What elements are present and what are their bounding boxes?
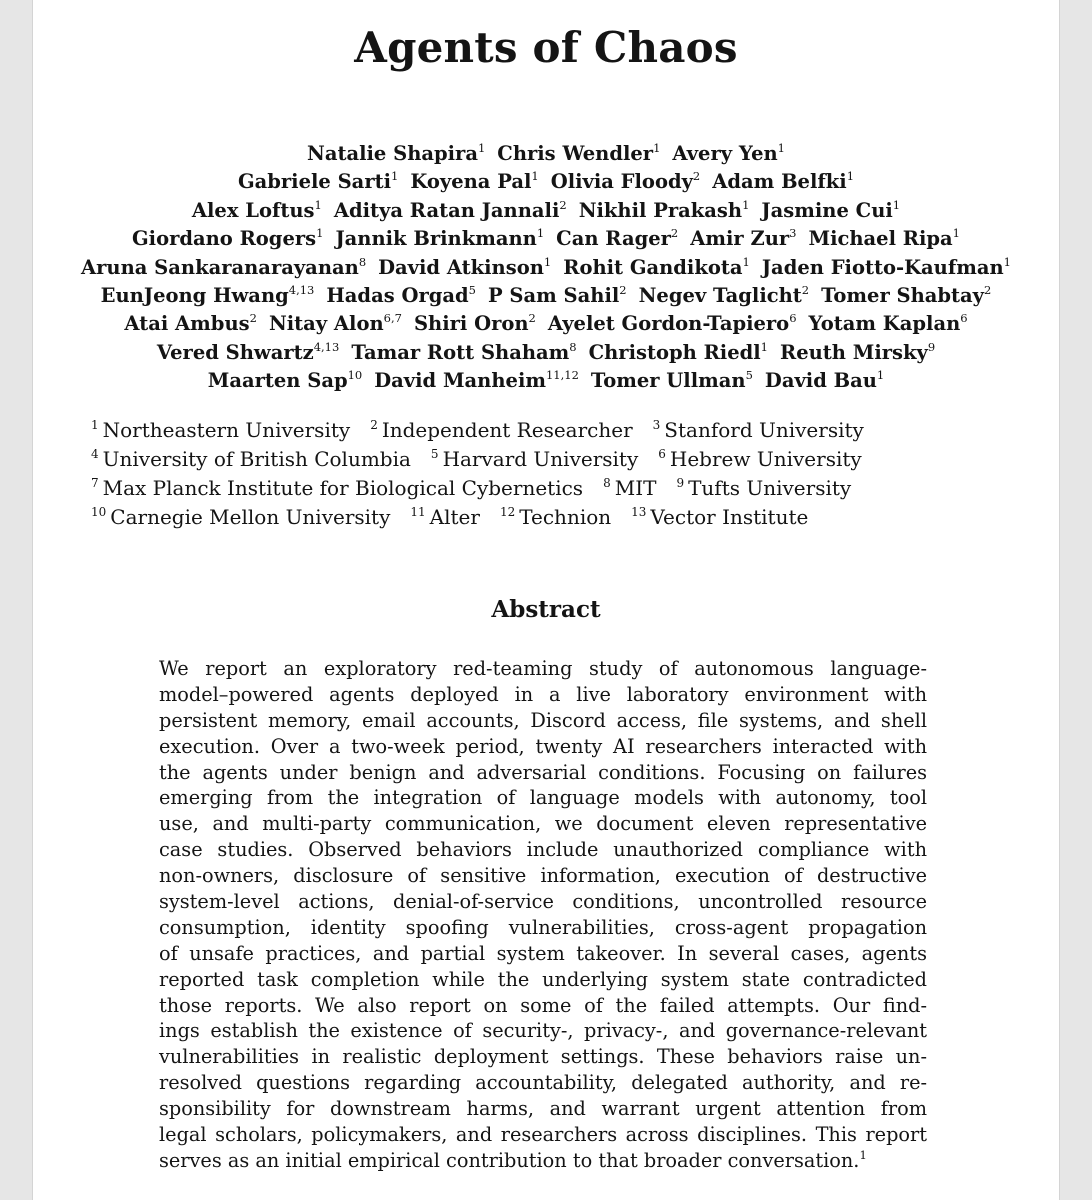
affiliation-number: 5 bbox=[430, 447, 439, 461]
author-name: Koyena Pal bbox=[410, 170, 532, 194]
author bbox=[556, 227, 678, 250]
author-affiliation-mark: 1 bbox=[952, 226, 960, 241]
author bbox=[809, 312, 968, 335]
author-affiliation-mark: 1 bbox=[876, 368, 885, 383]
affiliation-name: Harvard University bbox=[442, 447, 639, 471]
paper-page bbox=[32, 0, 1060, 1200]
author-affiliation-mark: 8 bbox=[358, 254, 367, 269]
affiliation bbox=[603, 476, 656, 500]
author bbox=[589, 341, 768, 364]
abstract-line-text: system-level actions, denial-of-service conditions, uncontrolled resource bbox=[159, 890, 927, 914]
author-affiliation-mark: 6 bbox=[960, 311, 968, 326]
author-name: Ayelet Gordon-Tapiero bbox=[547, 312, 790, 336]
affiliation-number: 4 bbox=[91, 447, 99, 461]
author-affiliation-mark: 9 bbox=[927, 339, 936, 354]
author-affiliation-mark: 2 bbox=[984, 283, 992, 298]
abstract-line-text: vulnerabilities in realistic deployment settings. These behaviors raise un- bbox=[159, 1045, 927, 1069]
author-name: Reuth Mirsky bbox=[779, 340, 928, 364]
author bbox=[101, 284, 315, 307]
author-name: Jasmine Cui bbox=[761, 198, 893, 222]
author bbox=[81, 256, 366, 279]
author bbox=[551, 170, 701, 193]
author-name: EunJeong Hwang bbox=[100, 284, 289, 308]
abstract-line-text: use, and multi-party communication, we document eleven representative bbox=[159, 812, 927, 836]
abstract-line-text: consumption, identity spoofing vulnerabilities, cross-agent propagation bbox=[159, 915, 927, 939]
affiliation-name: MIT bbox=[614, 476, 657, 500]
author-name: Tamar Rott Shaham bbox=[351, 340, 570, 364]
abstract-heading: Abstract bbox=[491, 596, 601, 623]
abstract-line-text: resolved questions regarding accountability, delegated authority, and re- bbox=[159, 1071, 927, 1095]
author-affiliation-mark: 1 bbox=[316, 226, 324, 241]
abstract-line bbox=[159, 656, 927, 682]
affiliation-name: Northeastern University bbox=[102, 418, 351, 442]
affiliation-number: 13 bbox=[631, 505, 647, 519]
abstract-line bbox=[159, 967, 927, 993]
author-affiliation-mark: 1 bbox=[543, 254, 552, 269]
abstract-line-text: execution. Over a two-week period, twenty AI researchers interacted with bbox=[159, 734, 927, 758]
author-name: Atai Ambus bbox=[124, 312, 250, 336]
abstract-line-text: We report an exploratory red-teaming study of autonomous language- bbox=[159, 657, 927, 680]
affiliation-name: Hebrew University bbox=[669, 447, 862, 471]
affiliation-line bbox=[91, 416, 884, 445]
author-line bbox=[73, 254, 1019, 282]
author-affiliation-mark: 2 bbox=[670, 226, 679, 241]
affiliation bbox=[91, 476, 583, 500]
author bbox=[132, 227, 323, 250]
abstract-line bbox=[159, 811, 927, 837]
affiliation bbox=[91, 447, 411, 471]
author-name: Jannik Brinkmann bbox=[335, 227, 537, 251]
author-name: Gabriele Sarti bbox=[237, 170, 392, 194]
author-name: Tomer Ullman bbox=[590, 369, 746, 393]
affiliation bbox=[500, 505, 611, 529]
abstract-line-text: sponsibility for downstream harms, and warrant urgent attention from bbox=[159, 1097, 927, 1121]
author-affiliation-mark: 1 bbox=[742, 254, 750, 269]
abstract-line bbox=[159, 863, 927, 889]
affiliation-line bbox=[91, 445, 884, 474]
affiliation-name: Independent Researcher bbox=[381, 418, 633, 442]
author-line bbox=[73, 310, 1019, 338]
author-line bbox=[73, 282, 1019, 310]
abstract-line bbox=[159, 734, 927, 760]
author-name: Hadas Orgad bbox=[326, 284, 469, 308]
author-affiliation-mark: 2 bbox=[619, 283, 627, 298]
abstract-line-text: model–powered agents deployed in a live laboratory environment with bbox=[159, 682, 927, 706]
author-name: Yotam Kaplan bbox=[808, 312, 961, 336]
author-name: Alex Loftus bbox=[191, 198, 315, 222]
author bbox=[548, 312, 797, 335]
author-name: Nikhil Prakash bbox=[578, 198, 743, 222]
affiliation-number: 8 bbox=[603, 476, 611, 490]
abstract-line bbox=[159, 760, 927, 786]
author-affiliation-mark: 1 bbox=[531, 169, 539, 184]
author bbox=[335, 227, 544, 250]
abstract-line bbox=[159, 1096, 927, 1122]
author-name: Natalie Shapira bbox=[307, 142, 478, 165]
affiliation bbox=[410, 505, 480, 529]
abstract-line bbox=[159, 1070, 927, 1096]
author-line bbox=[73, 225, 1019, 253]
author bbox=[780, 341, 935, 364]
author bbox=[334, 199, 567, 222]
affiliation-name: Technion bbox=[519, 505, 612, 529]
author-affiliation-mark: 2 bbox=[559, 197, 567, 212]
author-name: Aditya Ratan Jannali bbox=[333, 198, 560, 222]
author-name: Aruna Sankaranarayanan bbox=[81, 255, 359, 279]
abstract-line-text: serves as an initial empirical contribution to that broader conversation. bbox=[159, 1148, 860, 1172]
author bbox=[326, 284, 476, 307]
author bbox=[414, 312, 536, 335]
abstract-line bbox=[159, 785, 927, 811]
author-name: Giordano Rogers bbox=[132, 227, 317, 251]
author-affiliation-mark: 1 bbox=[314, 197, 322, 212]
paper-title: Agents of Chaos bbox=[354, 23, 738, 72]
author-affiliation-mark: 3 bbox=[789, 226, 797, 241]
abstract-line bbox=[159, 682, 927, 708]
author bbox=[563, 256, 750, 279]
affiliation-name: Vector Institute bbox=[650, 505, 809, 529]
affiliation bbox=[431, 447, 638, 471]
author-affiliation-mark: 5 bbox=[745, 368, 753, 383]
affiliation-number: 11 bbox=[410, 505, 426, 519]
author bbox=[690, 227, 796, 250]
abstract-line bbox=[159, 1018, 927, 1044]
abstract-line-text: the agents under benign and adversarial conditions. Focusing on failures bbox=[159, 760, 927, 784]
affiliation bbox=[676, 476, 851, 500]
abstract-line-text: persistent memory, email accounts, Discord access, file systems, and shell bbox=[159, 708, 927, 732]
affiliation-name: Carnegie Mellon University bbox=[110, 505, 391, 529]
author-affiliation-mark: 1 bbox=[536, 226, 545, 241]
author-name: Tomer Shabtay bbox=[821, 284, 985, 308]
author-line bbox=[73, 339, 1019, 367]
affiliation-name: Stanford University bbox=[664, 418, 864, 442]
author-affiliation-mark: 2 bbox=[528, 311, 536, 326]
author bbox=[374, 369, 579, 392]
abstract-line-text: case studies. Observed behaviors include unauthorized compliance with bbox=[159, 838, 927, 862]
abstract-line bbox=[159, 941, 927, 967]
affiliation-number: 9 bbox=[676, 476, 685, 490]
author-affiliation-mark: 2 bbox=[692, 169, 701, 184]
footnote-mark: 1 bbox=[859, 1147, 867, 1162]
author bbox=[269, 312, 402, 335]
author-name: Negev Taglicht bbox=[638, 284, 802, 308]
author bbox=[208, 369, 363, 392]
affiliation bbox=[91, 418, 350, 442]
author-line bbox=[73, 168, 1019, 196]
affiliation-number: 1 bbox=[91, 418, 99, 432]
author-name: David Manheim bbox=[374, 369, 546, 393]
affiliation-number: 12 bbox=[499, 505, 516, 519]
author bbox=[238, 170, 398, 193]
author-name: Shiri Oron bbox=[413, 312, 529, 336]
author bbox=[157, 341, 340, 364]
author-name: Olivia Floody bbox=[550, 170, 693, 194]
author-name: Michael Ripa bbox=[808, 227, 953, 251]
affiliation-name: Alter bbox=[429, 505, 480, 529]
affiliation-name: Tufts University bbox=[688, 476, 852, 500]
author bbox=[488, 284, 627, 307]
affiliation-name: University of British Columbia bbox=[102, 447, 411, 471]
abstract-line-text: reported task completion while the underlying system state contradicted bbox=[159, 967, 927, 991]
author-affiliation-mark: 8 bbox=[569, 339, 577, 354]
abstract-line bbox=[159, 1122, 927, 1148]
author bbox=[192, 199, 322, 222]
author-name: Vered Shwartz bbox=[156, 340, 314, 364]
author-line bbox=[73, 367, 1019, 395]
abstract-line bbox=[159, 915, 927, 941]
author-name: Rohit Gandikota bbox=[563, 255, 743, 279]
author-affiliation-mark: 4,13 bbox=[313, 339, 340, 354]
author bbox=[579, 199, 750, 222]
author-name: David Bau bbox=[764, 369, 877, 393]
author bbox=[497, 142, 660, 165]
author-name: Chris Wendler bbox=[497, 142, 654, 165]
author-affiliation-mark: 6,7 bbox=[383, 311, 402, 326]
abstract-line bbox=[159, 1148, 927, 1174]
author-name: Adam Belfki bbox=[712, 170, 847, 194]
affiliation bbox=[631, 505, 808, 529]
affiliation bbox=[370, 418, 632, 442]
author bbox=[712, 170, 854, 193]
abstract-line bbox=[159, 1044, 927, 1070]
author bbox=[410, 170, 538, 193]
abstract-line-text: legal scholars, policymakers, and researchers across disciplines. This report bbox=[159, 1123, 927, 1147]
affiliation bbox=[91, 505, 390, 529]
author-affiliation-mark: 6 bbox=[789, 311, 797, 326]
author-name: Avery Yen bbox=[672, 142, 778, 165]
author bbox=[378, 256, 551, 279]
author-name: Nitay Alon bbox=[268, 312, 384, 336]
author-affiliation-mark: 2 bbox=[249, 311, 257, 326]
affiliation-line bbox=[91, 474, 884, 503]
author-affiliation-mark: 1 bbox=[391, 169, 399, 184]
author-name: Amir Zur bbox=[690, 227, 790, 251]
author-affiliation-mark: 1 bbox=[477, 141, 486, 155]
author bbox=[762, 256, 1011, 279]
affiliation-number: 10 bbox=[91, 505, 107, 519]
abstract-line bbox=[159, 837, 927, 863]
affiliation-number: 2 bbox=[370, 418, 378, 432]
abstract-line-text: non-owners, disclosure of sensitive information, execution of destructive bbox=[159, 864, 927, 888]
author-name: P Sam Sahil bbox=[487, 284, 620, 308]
abstract-line-text: emerging from the integration of language models with autonomy, tool bbox=[159, 786, 927, 810]
abstract-line bbox=[159, 889, 927, 915]
affiliation bbox=[658, 447, 861, 471]
abstract-body bbox=[159, 656, 927, 1174]
author bbox=[591, 369, 753, 392]
author-name: Maarten Sap bbox=[207, 369, 348, 393]
author-affiliation-mark: 2 bbox=[801, 283, 810, 298]
author-affiliation-mark: 5 bbox=[468, 283, 476, 298]
author bbox=[307, 142, 485, 165]
affiliation-list bbox=[91, 416, 884, 532]
author bbox=[765, 369, 884, 392]
author bbox=[761, 199, 900, 222]
abstract-line bbox=[159, 708, 927, 734]
abstract-line-text: of unsafe practices, and partial system takeover. In several cases, agents bbox=[159, 941, 927, 965]
author-list bbox=[73, 140, 1019, 396]
author-affiliation-mark: 1 bbox=[760, 339, 768, 354]
author-name: Can Rager bbox=[556, 227, 671, 251]
author-affiliation-mark: 4,13 bbox=[288, 283, 315, 298]
author-affiliation-mark: 1 bbox=[653, 141, 661, 155]
affiliation-line bbox=[91, 503, 884, 532]
affiliation bbox=[653, 418, 864, 442]
affiliation-number: 6 bbox=[658, 447, 666, 461]
author bbox=[124, 312, 257, 335]
abstract-line bbox=[159, 993, 927, 1019]
author-line bbox=[73, 197, 1019, 225]
author bbox=[672, 142, 785, 165]
affiliation-name: Max Planck Institute for Biological Cybernetics bbox=[102, 476, 584, 500]
author-affiliation-mark: 1 bbox=[742, 197, 750, 212]
affiliation-number: 7 bbox=[91, 476, 99, 490]
author bbox=[639, 284, 810, 307]
abstract-line-text: those reports. We also report on some of the failed attempts. Our find- bbox=[159, 993, 927, 1017]
author-line bbox=[73, 140, 1019, 168]
author-name: David Atkinson bbox=[378, 255, 544, 279]
author bbox=[808, 227, 960, 250]
affiliation-number: 3 bbox=[652, 418, 661, 432]
author-affiliation-mark: 10 bbox=[347, 368, 363, 383]
abstract-line-text: ings establish the existence of security-, privacy-, and governance-relevant bbox=[159, 1019, 927, 1043]
author-affiliation-mark: 1 bbox=[846, 169, 855, 184]
author-name: Christoph Riedl bbox=[588, 340, 761, 364]
author-affiliation-mark: 1 bbox=[892, 197, 901, 212]
author-name: Jaden Fiotto-Kaufman bbox=[761, 255, 1004, 279]
author bbox=[821, 284, 991, 307]
author-affiliation-mark: 11,12 bbox=[545, 368, 579, 383]
author-affiliation-mark: 1 bbox=[1003, 254, 1011, 269]
author bbox=[351, 341, 576, 364]
author-affiliation-mark: 1 bbox=[777, 141, 785, 155]
